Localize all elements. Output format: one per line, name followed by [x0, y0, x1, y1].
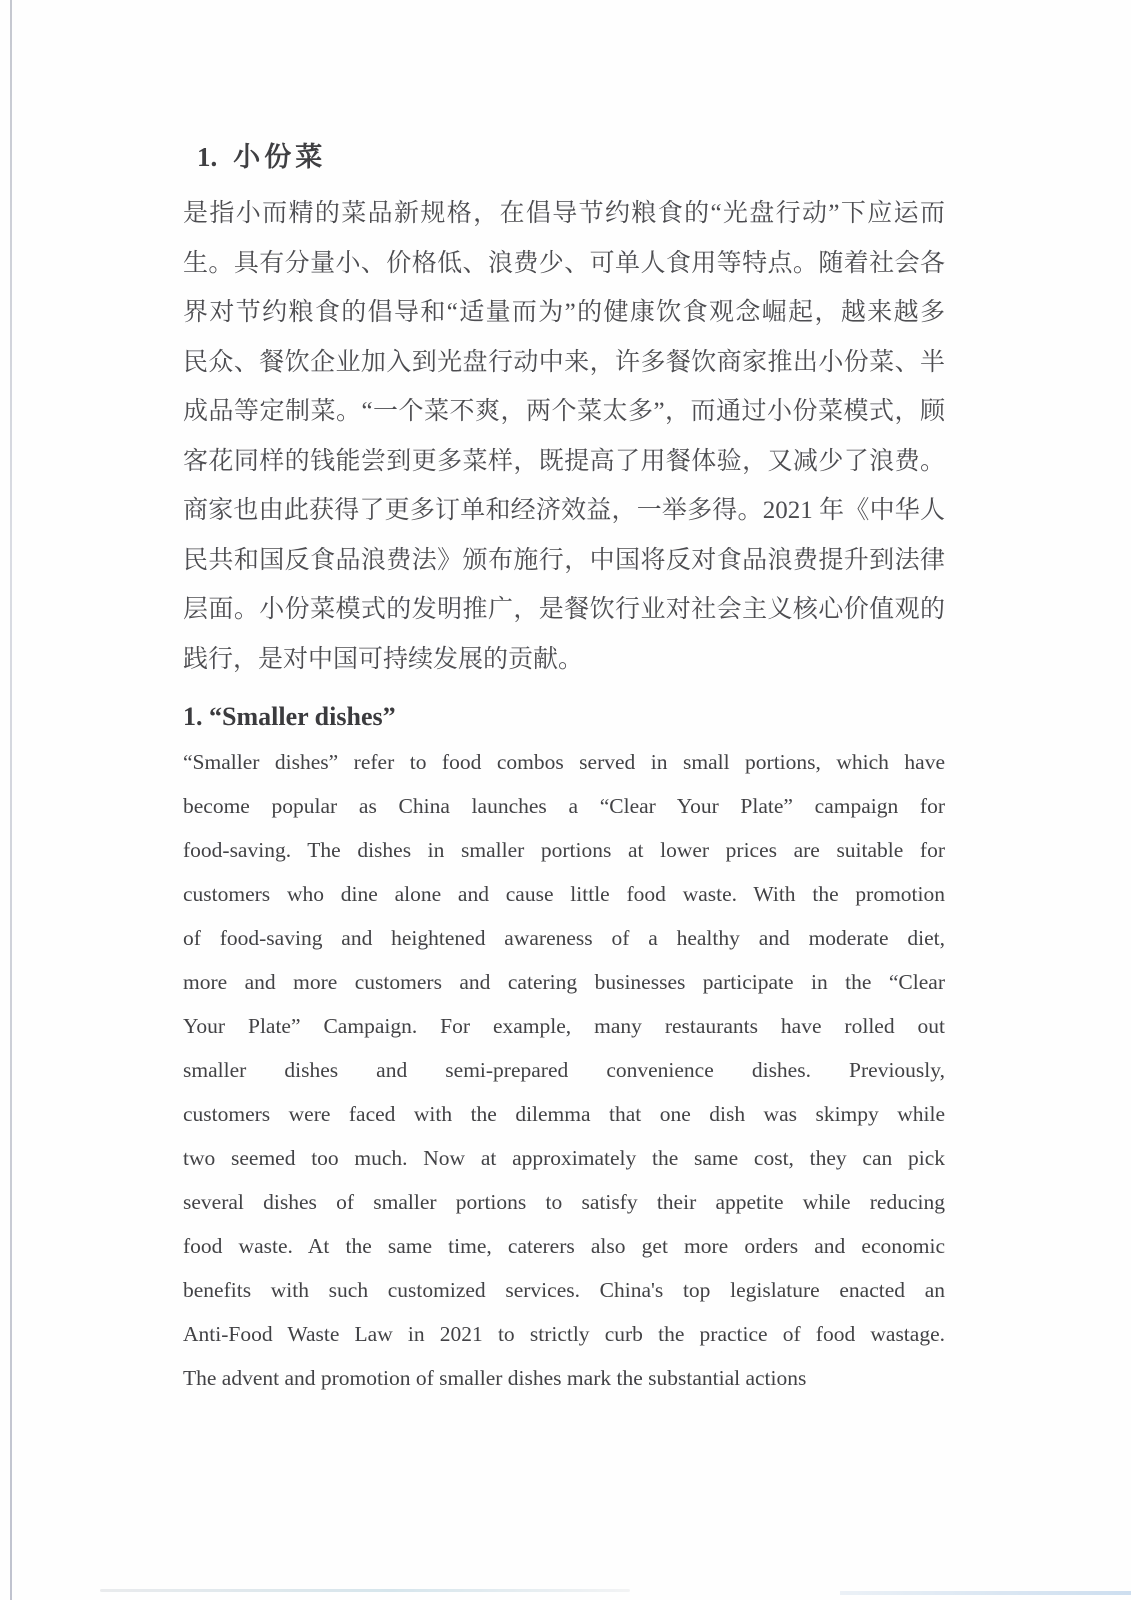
chinese-section-heading [197, 140, 945, 174]
text-line: 生。具有分量小、价格低、浪费少、可单人食用等特点。随着社会各 [183, 249, 945, 277]
chinese-heading-number: 1. [197, 142, 218, 172]
chinese-paragraph [183, 189, 945, 684]
scan-edge-line [10, 0, 12, 1600]
text-line: more and more customers and catering businesses participate in the “Clear [183, 970, 945, 994]
text-line: of food-saving and heightened awareness of a healthy and moderate diet, [183, 926, 945, 950]
text-line: 界对节约粮食的倡导和“适量而为”的健康饮食观念崛起，越来越多 [183, 299, 945, 326]
text-line: “Smaller dishes” refer to food combos served in small portions, which have [183, 750, 945, 774]
text-line: 民共和国反食品浪费法》颁布施行，中国将反对食品浪费提升到法律 [183, 546, 945, 574]
text-line: become popular as China launches a “Clear Your Plate” campaign for [183, 794, 945, 818]
text-line: The advent and promotion of smaller dishes mark the substantial actions [183, 1366, 807, 1390]
text-line: smaller dishes and semi-prepared convenience dishes. Previously, [183, 1058, 945, 1082]
text-line: food-saving. The dishes in smaller portions at lower prices are suitable for [183, 838, 945, 862]
scan-artifact-bottom-left [100, 1589, 630, 1592]
text-line: 是指小而精的菜品新规格，在倡导节约粮食的“光盘行动”下应运而 [183, 200, 945, 227]
text-line: food waste. At the same time, caterers also get more orders and economic [183, 1234, 945, 1258]
text-line: customers who dine alone and cause little food waste. With the promotion [183, 882, 945, 906]
text-line: 民众、餐饮企业加入到光盘行动中来，许多餐饮商家推出小份菜、半 [183, 348, 945, 376]
text-line: Your Plate” Campaign. For example, many restaurants have rolled out [183, 1014, 945, 1038]
text-line: benefits with such customized services. China's top legislature enacted an [183, 1278, 945, 1302]
text-line: 客花同样的钱能尝到更多菜样，既提高了用餐体验，又减少了浪费。 [183, 447, 945, 475]
english-section-heading: 1. “Smaller dishes” [183, 702, 396, 731]
scan-artifact-bottom-right [840, 1591, 1131, 1595]
text-line: 践行，是对中国可持续发展的贡献。 [183, 645, 584, 673]
text-line: two seemed too much. Now at approximately the same cost, they can pick [183, 1146, 945, 1170]
text-line: 层面。小份菜模式的发明推广，是餐饮行业对社会主义核心价值观的 [183, 596, 945, 623]
english-paragraph [183, 740, 945, 1400]
text-line: customers were faced with the dilemma that one dish was skimpy while [183, 1102, 945, 1126]
text-line: 商家也由此获得了更多订单和经济效益，一举多得。2021 年《中华人 [183, 497, 945, 524]
text-line: several dishes of smaller portions to satisfy their appetite while reducing [183, 1190, 945, 1214]
chinese-heading-title: 小份菜 [233, 142, 327, 172]
text-line: Anti-Food Waste Law in 2021 to strictly curb the practice of food wastage. [183, 1322, 945, 1346]
text-line: 成品等定制菜。“一个菜不爽，两个菜太多”，而通过小份菜模式，顾 [183, 398, 945, 425]
page-content [183, 140, 945, 1400]
